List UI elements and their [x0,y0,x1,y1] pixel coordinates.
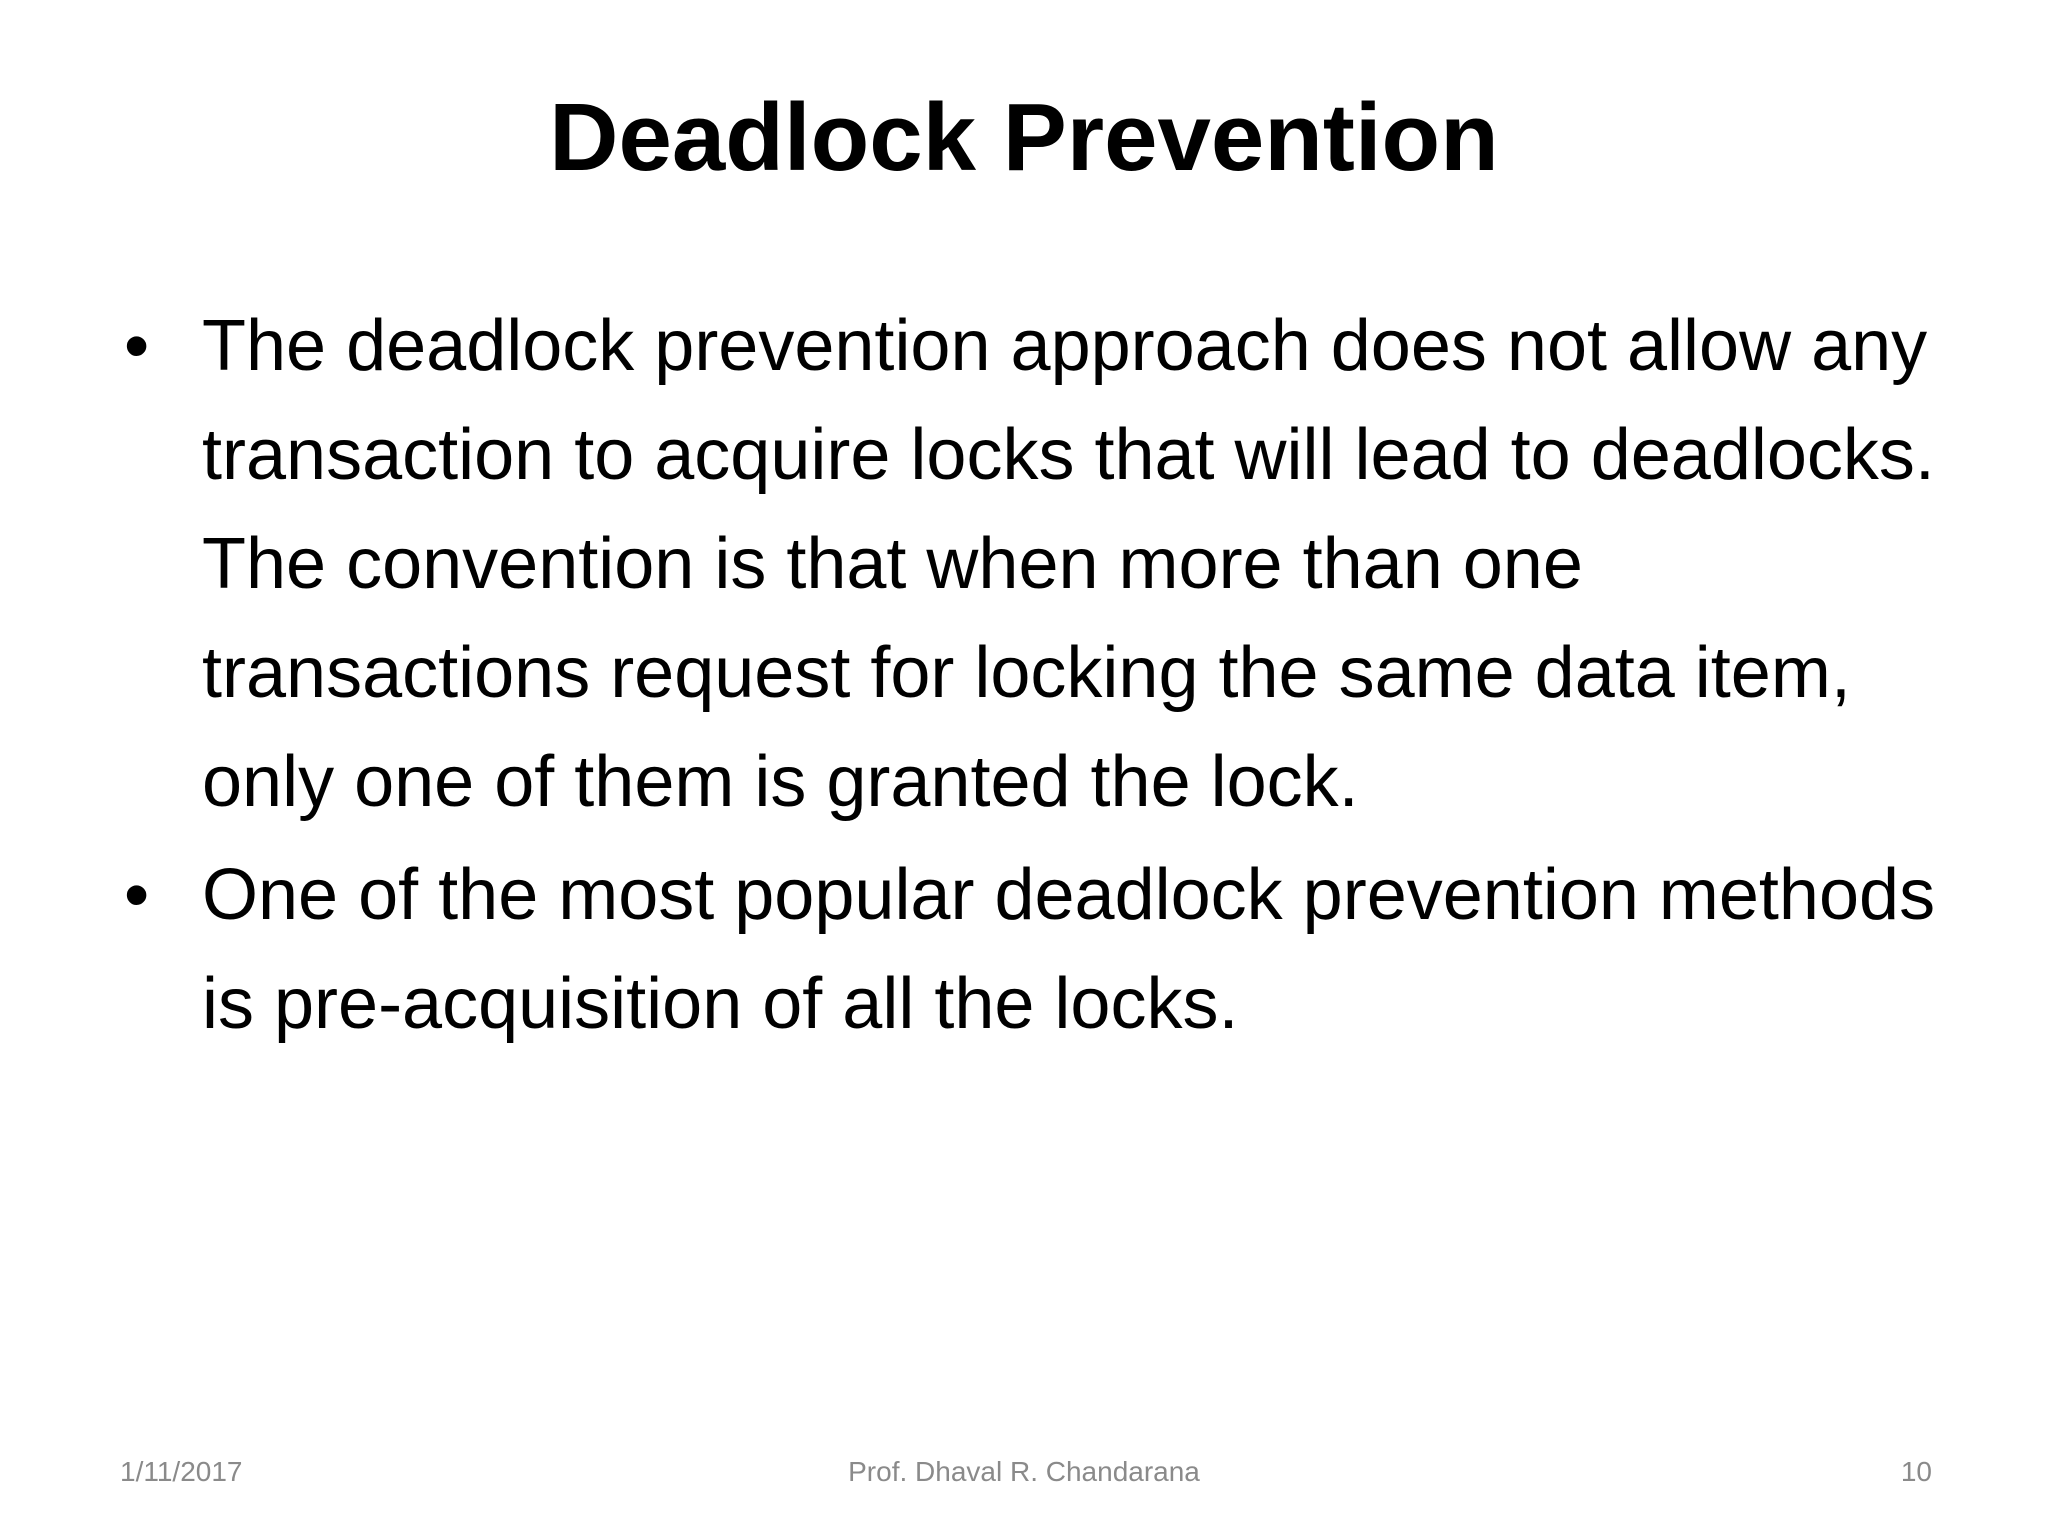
bullet-marker: • [124,306,150,386]
bullet-list [120,292,1970,1063]
bullet-item [120,841,1970,1059]
bullet-text: One of the most popular deadlock prevention methods is pre-acquisition of all the locks. [202,855,1936,1044]
bullet-item [120,292,1970,837]
footer-page-number: 10 [1900,1456,1932,1487]
bullet-text: The deadlock prevention approach does not allow any transaction to acquire locks that will lead to deadlocks. The convention is that when more than one transactions request for locking the same data item, only one of them is granted the lock. [202,306,1935,822]
footer-date: 1/11/2017 [120,1456,243,1487]
bullet-marker: • [124,855,150,935]
footer-author: Prof. Dhaval R. Chandarana [848,1456,1200,1487]
slide-title: Deadlock Prevention [549,84,1499,191]
